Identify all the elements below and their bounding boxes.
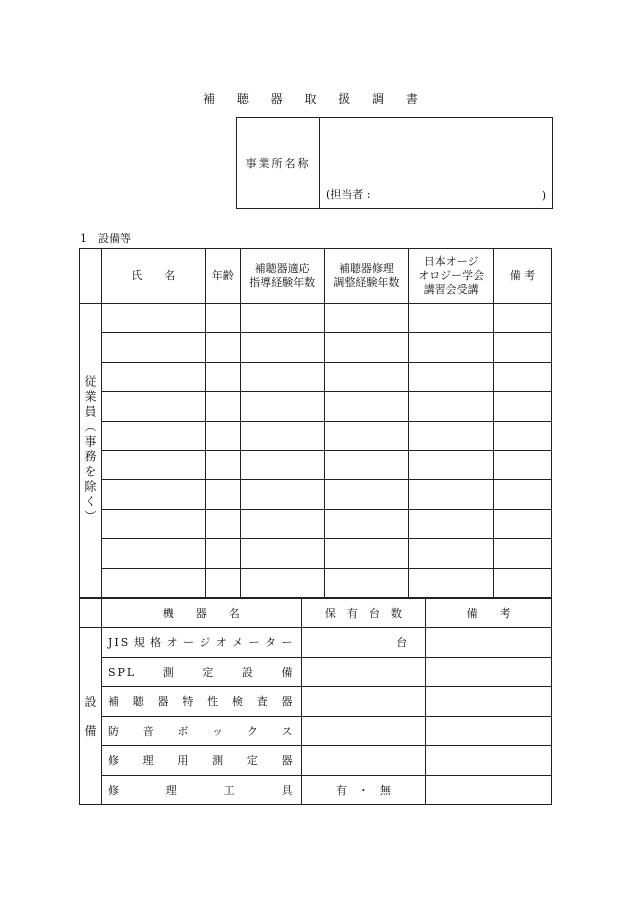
staff-cell[interactable] [324, 392, 409, 421]
equipment-count[interactable] [301, 746, 426, 776]
equipment-row [80, 716, 552, 746]
staff-cell[interactable] [101, 539, 205, 568]
staff-cell[interactable] [409, 509, 494, 538]
staff-cell[interactable] [240, 568, 324, 597]
equipment-header-0: 機 器 名 [101, 599, 301, 628]
staff-cell[interactable] [240, 480, 324, 509]
staff-cell[interactable] [409, 568, 494, 597]
equipment-side-label-top: 設 [80, 628, 102, 717]
staff-row [80, 450, 552, 479]
staff-cell[interactable] [205, 450, 240, 479]
staff-side-label: 従業員︵事務を除く︶ [80, 304, 102, 598]
staff-cell[interactable] [101, 568, 205, 597]
staff-cell[interactable] [324, 421, 409, 450]
staff-header-4: 日本オージ オロジー学会 講習会受講 [409, 249, 494, 304]
equipment-name: JIS規格オージオメーター [101, 628, 301, 658]
staff-row [80, 509, 552, 538]
equipment-row [80, 687, 552, 717]
equipment-remarks[interactable] [426, 657, 552, 687]
staff-header-5: 備 考 [494, 249, 552, 304]
staff-cell[interactable] [240, 304, 324, 333]
staff-cell[interactable] [494, 392, 552, 421]
equipment-side-label-bottom: 備 [80, 716, 102, 805]
contact-person-close: ) [541, 189, 546, 202]
staff-header-0: 氏 名 [101, 249, 205, 304]
staff-cell[interactable] [409, 333, 494, 362]
staff-cell[interactable] [494, 421, 552, 450]
staff-cell[interactable] [205, 333, 240, 362]
staff-cell[interactable] [205, 509, 240, 538]
staff-cell[interactable] [240, 333, 324, 362]
staff-cell[interactable] [240, 509, 324, 538]
staff-cell[interactable] [205, 480, 240, 509]
equipment-count[interactable]: 有 ・ 無 [301, 775, 426, 805]
equipment-name: 防音ボックス [101, 716, 301, 746]
equipment-remarks[interactable] [426, 775, 552, 805]
equipment-corner-cell [80, 599, 102, 628]
equipment-row [80, 746, 552, 776]
equipment-count[interactable] [301, 687, 426, 717]
equipment-row [80, 775, 552, 805]
equipment-count[interactable] [301, 716, 426, 746]
staff-header-1: 年齢 [205, 249, 240, 304]
office-name-field[interactable] [320, 118, 553, 209]
staff-cell[interactable] [494, 362, 552, 391]
equipment-remarks[interactable] [426, 716, 552, 746]
staff-cell[interactable] [324, 480, 409, 509]
equipment-header-1: 保 有 台 数 [301, 599, 426, 628]
staff-cell[interactable] [494, 304, 552, 333]
equipment-name: 修理工具 [101, 775, 301, 805]
staff-header-2: 補聴器適応 指導経験年数 [240, 249, 324, 304]
staff-row [80, 362, 552, 391]
staff-cell[interactable] [240, 421, 324, 450]
equipment-remarks[interactable] [426, 628, 552, 658]
equipment-row [80, 628, 552, 658]
staff-cell[interactable] [240, 450, 324, 479]
staff-cell[interactable] [494, 450, 552, 479]
staff-cell[interactable] [101, 509, 205, 538]
staff-cell[interactable] [101, 304, 205, 333]
staff-cell[interactable] [324, 509, 409, 538]
equipment-row [80, 657, 552, 687]
staff-cell[interactable] [205, 304, 240, 333]
staff-cell[interactable] [324, 568, 409, 597]
staff-cell[interactable] [240, 392, 324, 421]
staff-cell[interactable] [409, 450, 494, 479]
staff-row [80, 568, 552, 597]
equipment-name: 修理用測定器 [101, 746, 301, 776]
staff-cell[interactable] [205, 392, 240, 421]
staff-cell[interactable] [205, 568, 240, 597]
staff-cell[interactable] [205, 539, 240, 568]
staff-cell[interactable] [409, 421, 494, 450]
equipment-count[interactable] [301, 657, 426, 687]
equipment-header-2: 備 考 [426, 599, 552, 628]
staff-cell[interactable] [409, 362, 494, 391]
staff-cell[interactable] [409, 480, 494, 509]
staff-row [80, 539, 552, 568]
staff-cell[interactable] [324, 539, 409, 568]
staff-cell[interactable] [409, 392, 494, 421]
staff-cell[interactable] [101, 392, 205, 421]
document-title: 補 聴 器 取 扱 調 書 [203, 92, 427, 106]
staff-cell[interactable] [494, 333, 552, 362]
equipment-remarks[interactable] [426, 746, 552, 776]
section-heading: 1 設備等 [80, 232, 131, 245]
staff-header-3: 補聴器修理 調整経験年数 [324, 249, 409, 304]
staff-corner-cell [80, 249, 102, 304]
staff-cell[interactable] [205, 362, 240, 391]
staff-cell[interactable] [101, 333, 205, 362]
equipment-remarks[interactable] [426, 687, 552, 717]
staff-cell[interactable] [240, 362, 324, 391]
staff-cell[interactable] [101, 421, 205, 450]
equipment-name: SPL測定設備 [101, 657, 301, 687]
staff-cell[interactable] [324, 333, 409, 362]
staff-cell[interactable] [101, 362, 205, 391]
equipment-count[interactable]: 台 [301, 628, 426, 658]
equipment-name: 補聴器特性検査器 [101, 687, 301, 717]
staff-cell[interactable] [494, 509, 552, 538]
equipment-table [79, 598, 552, 805]
staff-cell[interactable] [101, 450, 205, 479]
staff-row [80, 392, 552, 421]
staff-cell[interactable] [101, 480, 205, 509]
staff-row [80, 421, 552, 450]
staff-row [80, 333, 552, 362]
staff-cell[interactable] [494, 568, 552, 597]
staff-cell[interactable] [324, 304, 409, 333]
staff-cell[interactable] [324, 450, 409, 479]
staff-row [80, 480, 552, 509]
staff-cell[interactable] [240, 539, 324, 568]
staff-cell[interactable] [409, 304, 494, 333]
contact-person-label: (担当者 : [326, 188, 371, 201]
staff-cell[interactable] [205, 421, 240, 450]
staff-cell[interactable] [324, 362, 409, 391]
staff-table [79, 248, 552, 598]
staff-cell[interactable] [409, 539, 494, 568]
staff-cell[interactable] [494, 539, 552, 568]
office-table [236, 117, 553, 209]
staff-cell[interactable] [494, 480, 552, 509]
staff-row [80, 304, 552, 333]
office-name-label: 事業所名称 [237, 118, 320, 209]
